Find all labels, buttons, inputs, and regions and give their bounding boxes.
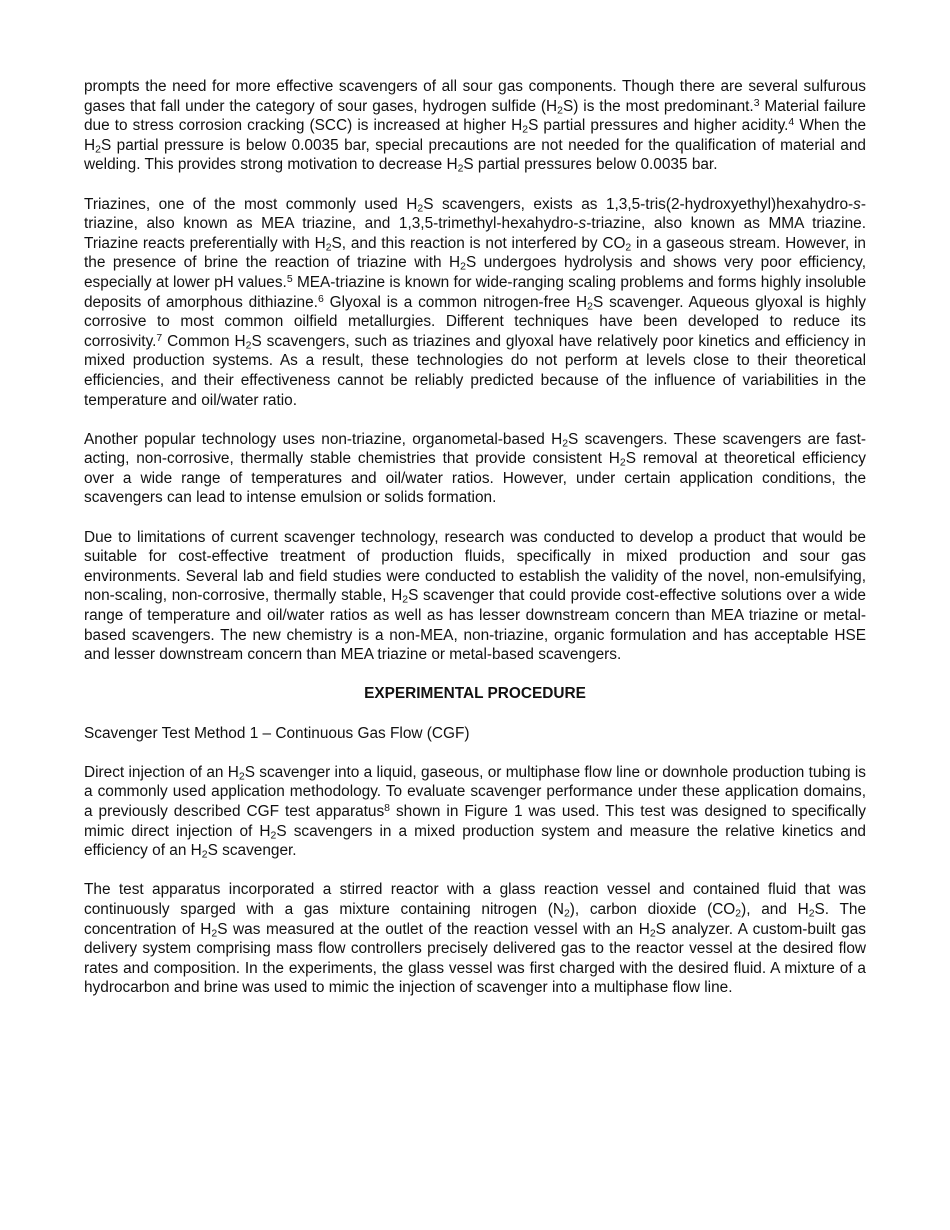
text-run: s bbox=[578, 215, 587, 233]
text-run: S) is the most predominant. bbox=[562, 97, 754, 115]
text-run: S scavengers in a mixed production system and measure the relative kinetics and efficiency of an H bbox=[84, 822, 866, 860]
body-section-experimental bbox=[84, 763, 866, 998]
subscript: 2 bbox=[522, 124, 529, 136]
subscript: 2 bbox=[270, 830, 277, 842]
text-run: S scavenger into a liquid, gaseous, or multiphase flow line or downhole production tubing is a commonly used application methodology. To evaluate scavenger performance under these application domains, a previously described CGF test apparatus bbox=[84, 763, 866, 820]
text-run: shown in Figure 1 was used. This test was designed to specifically mimic direct injection of H bbox=[84, 802, 866, 840]
subscript: 2 bbox=[238, 771, 245, 783]
paragraph-direct-injection bbox=[84, 763, 866, 861]
text-run: MEA-triazine is known for wide-ranging scaling problems and forms highly insoluble deposits of amorphous dithiazine. bbox=[84, 273, 866, 311]
text-run: S scavengers, exists as 1,3,5-tris(2-hydroxyethyl)hexahydro- bbox=[423, 195, 854, 213]
text-run: When the H bbox=[84, 117, 866, 154]
subscript: 2 bbox=[201, 849, 208, 861]
text-run: S removal at theoretical efficiency over a wide range of temperatures and oil/water ratios. However, under certain application conditions, the scavengers can lead to intense emulsion or solids formation. bbox=[84, 450, 866, 507]
text-run: -triazine, also known as MEA triazine, and 1,3,5-trimethyl-hexahydro- bbox=[84, 195, 867, 233]
text-run: prompts the need for more effective scavengers of all sour gas components. Though there are several sulfurous gases that fall under the category of sour gases, hydrogen sulfide (H bbox=[84, 78, 866, 115]
section-heading-experimental-procedure: EXPERIMENTAL PROCEDURE bbox=[364, 685, 586, 703]
subscript: 2 bbox=[649, 928, 656, 940]
citation-superscript: 7 bbox=[156, 332, 163, 344]
text-run: Material failure due to stress corrosion cracking (SCC) is increased at higher H bbox=[84, 97, 866, 135]
text-run: S was measured at the outlet of the reaction vessel with an H bbox=[217, 920, 650, 938]
subscript: 2 bbox=[735, 908, 742, 920]
body-section-intro bbox=[84, 77, 866, 665]
text-run: Common H bbox=[162, 332, 246, 350]
subscript: 2 bbox=[457, 163, 464, 175]
text-run: ), and H bbox=[741, 900, 809, 918]
citation-superscript: 5 bbox=[286, 273, 293, 285]
paragraph-limitations bbox=[84, 528, 866, 665]
citation-superscript: 6 bbox=[317, 293, 324, 305]
subscript: 2 bbox=[211, 928, 218, 940]
text-run: S scavenger that could provide cost-effective solutions over a wide range of temperature and oil/water ratios as well as has lesser downstream concern than MEA triazine or metal-based scavengers. The new chemistry is a non-MEA, non-triazine, organic formulation and has acceptable HSE and lesser downstream concern than MEA triazine or metal-based scavengers. bbox=[84, 587, 866, 664]
subscript: 2 bbox=[460, 261, 466, 273]
text-run: Glyoxal is a common nitrogen-free H bbox=[323, 293, 588, 311]
subscript: 2 bbox=[587, 301, 593, 313]
text-run: in a gaseous stream. However, in the presence of brine the reaction of triazine with H bbox=[84, 234, 866, 272]
document-page bbox=[84, 77, 866, 1018]
text-run: S scavengers. These scavengers are fast-acting, non-corrosive, thermally stable chemistries that provide consistent H bbox=[84, 430, 866, 468]
text-run: s bbox=[853, 195, 861, 213]
text-run: S undergoes hydrolysis and shows very poor efficiency, especially at lower pH values. bbox=[84, 254, 866, 291]
subscript: 2 bbox=[417, 203, 424, 215]
text-run: S. The concentration of H bbox=[84, 900, 867, 938]
text-run: S analyzer. A custom-built gas delivery system comprising mass flow controllers precisely delivered gas to the reactor vessel at the desired flow rates and composition. In the experiments, the glass vessel was first charged with the desired fluid. A mixture of a hydrocarbon and brine was used to mimic the injection of scavenger into a multiphase flow line. bbox=[84, 920, 866, 997]
subscript: 2 bbox=[557, 105, 563, 117]
citation-superscript: 4 bbox=[788, 116, 795, 128]
text-run: S partial pressures below 0.0035 bar. bbox=[463, 156, 718, 174]
text-run: S scavenger. Aqueous glyoxal is highly corrosive to most common oilfield metallurgies. Different techniques have been developed to reduce its corrosivity. bbox=[84, 293, 866, 350]
text-run: S partial pressures and higher acidity. bbox=[528, 117, 789, 135]
subscript: 2 bbox=[245, 340, 252, 352]
paragraph-apparatus bbox=[84, 880, 866, 998]
subscript: 2 bbox=[563, 908, 570, 920]
paragraph-intro-continued bbox=[84, 77, 866, 175]
text-run: Another popular technology uses non-triazine, organometal-based H bbox=[84, 430, 563, 448]
text-run: -triazine, also known as MMA triazine. Triazine reacts preferentially with H bbox=[84, 215, 866, 252]
text-run: S partial pressure is below 0.0035 bar, special precautions are not needed for the qualification of material and welding. This provides strong motivation to decrease H bbox=[84, 136, 866, 174]
subscript: 2 bbox=[562, 438, 569, 450]
citation-superscript: 8 bbox=[384, 802, 390, 814]
text-run: Triazines, one of the most commonly used H bbox=[84, 195, 418, 213]
text-run: Direct injection of an H bbox=[84, 763, 239, 781]
subscript: 2 bbox=[808, 908, 815, 920]
subscript: 2 bbox=[402, 595, 409, 607]
text-run: S scavengers, such as triazines and glyoxal have relatively poor kinetics and efficiency in mixed production systems. As a result, these technologies do not perform at levels close to their theoretical efficiencies, and their effectiveness cannot be reliably predicted because of the influence of variabilities in the temperature and oil/water ratio. bbox=[84, 332, 866, 409]
text-run: S, and this reaction is not interfered by CO bbox=[331, 234, 626, 252]
subscript: 2 bbox=[325, 242, 332, 254]
paragraph-organometal bbox=[84, 430, 866, 508]
text-run: S scavenger. bbox=[207, 842, 297, 860]
subscript: 2 bbox=[625, 242, 632, 254]
subsection-title-test-method-1: Scavenger Test Method 1 – Continuous Gas Flow (CGF) bbox=[84, 724, 470, 742]
paragraph-triazines bbox=[84, 195, 866, 411]
text-run: Due to limitations of current scavenger technology, research was conducted to develop a product that would be suitable for cost-effective treatment of production fluids, specifically in mixed production and sour gas environments. Several lab and field studies were conducted to establish the validity of the novel, non-emulsifying, non-scaling, non-corrosive, thermally stable, H bbox=[84, 528, 866, 605]
subscript: 2 bbox=[619, 457, 626, 469]
text-run: ), carbon dioxide (CO bbox=[569, 900, 736, 918]
subscript: 2 bbox=[95, 144, 101, 156]
text-run: The test apparatus incorporated a stirred reactor with a glass reaction vessel and contained fluid that was continuously sparged with a gas mixture containing nitrogen (N bbox=[84, 881, 866, 918]
citation-superscript: 3 bbox=[753, 97, 760, 109]
